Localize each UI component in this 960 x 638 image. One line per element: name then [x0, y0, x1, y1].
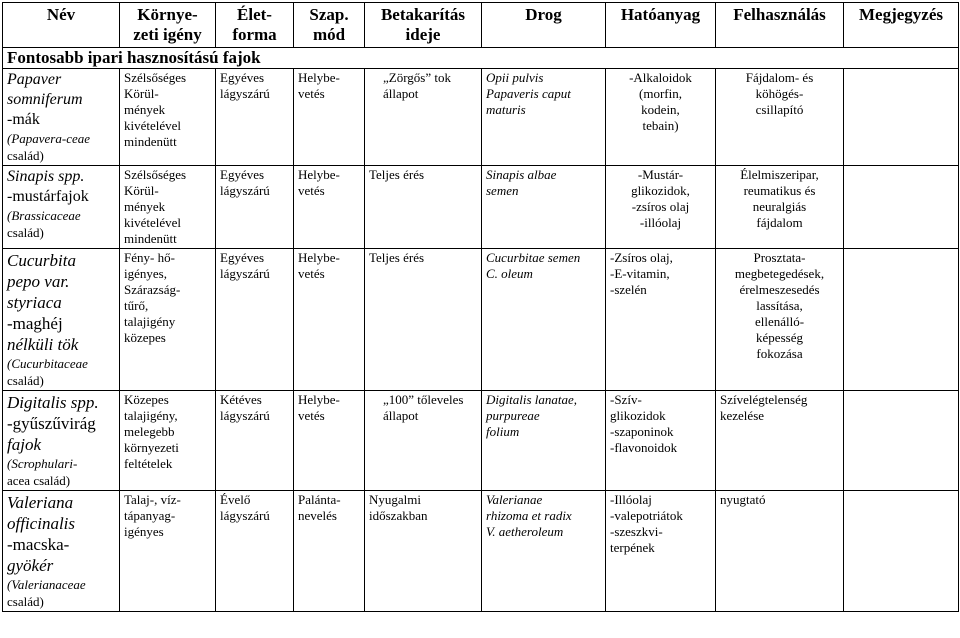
cell-harvest	[365, 491, 482, 612]
use-line: lassítása,	[756, 298, 803, 313]
header-prop: Szap. mód	[294, 3, 365, 48]
table-row	[3, 491, 959, 612]
use-line: Szívelégtelenség	[720, 392, 808, 407]
cell-note	[844, 166, 959, 249]
drug-line: semen	[486, 183, 519, 198]
prop-line: Helybe-	[298, 70, 340, 85]
cell-active	[606, 249, 716, 391]
use-line: reumatikus és	[743, 183, 816, 198]
cell-harvest	[365, 166, 482, 249]
env-line: kivételével	[124, 215, 182, 230]
header-harvest: Betakarítás ideje	[365, 3, 482, 48]
section-title: Fontosabb ipari hasznosítású fajok	[3, 48, 959, 69]
env-line: Körül-	[124, 86, 159, 101]
life-line: Egyéves	[220, 167, 265, 182]
harvest-line: „Zörgős” tok	[383, 70, 451, 85]
life-line: Kétéves	[220, 392, 262, 407]
header-active: Hatóanyag	[606, 3, 716, 48]
harvest-line: időszakban	[369, 508, 428, 523]
cell-drug	[482, 249, 606, 391]
active-line: glikozidok	[610, 408, 666, 423]
drug-line: Cucurbitae semen	[486, 250, 581, 265]
drug-line: folium	[486, 424, 520, 439]
active-line: -zsíros olaj	[631, 199, 690, 214]
species-name-line: Digitalis spp.	[7, 393, 99, 412]
table-row	[3, 166, 959, 249]
cell-harvest	[365, 69, 482, 166]
header-drug: Drog	[482, 3, 606, 48]
family-line: (Cucurbitaceae	[7, 356, 88, 371]
header-env: Környe- zeti igény	[120, 3, 216, 48]
cell-life	[216, 391, 294, 491]
cell-env	[120, 249, 216, 391]
drug-line: Sinapis albae	[486, 167, 557, 182]
cell-use	[716, 249, 844, 391]
life-line: lágyszárú	[220, 183, 270, 198]
cell-drug	[482, 166, 606, 249]
use-line: Élelmiszeripar,	[740, 167, 819, 182]
species-name-line: Valeriana	[7, 493, 74, 512]
harvest-line: Teljes érés	[369, 250, 425, 265]
species-name-line: nélküli tök	[7, 335, 79, 354]
family-line: család)	[7, 225, 44, 240]
env-line: talajigény	[124, 314, 176, 329]
harvest-line: Teljes érés	[369, 167, 425, 182]
env-line: mindenütt	[124, 134, 177, 149]
cell-prop	[294, 491, 365, 612]
cell-drug	[482, 69, 606, 166]
active-line: tebain)	[642, 118, 679, 133]
life-line: lágyszárú	[220, 508, 270, 523]
env-line: Szélsőséges	[124, 70, 187, 85]
active-line: -Zsíros olaj,	[610, 250, 673, 265]
active-line: -valepotriátok	[610, 508, 683, 523]
drug-line: Digitalis lanatae,	[486, 392, 577, 407]
env-line: igényes,	[124, 266, 167, 281]
use-line: nyugtató	[720, 492, 766, 507]
cell-harvest	[365, 249, 482, 391]
cell-env	[120, 491, 216, 612]
env-line: Szélsőséges	[124, 167, 187, 182]
header-life: Élet- forma	[216, 3, 294, 48]
env-line: feltételek	[124, 456, 173, 471]
species-name-line: pepo var.	[7, 272, 70, 291]
use-line: érelmeszesedés	[739, 282, 820, 297]
env-line: Fény- hő-	[124, 250, 175, 265]
life-line: Egyéves	[220, 70, 265, 85]
cell-life	[216, 166, 294, 249]
use-line: csillapító	[755, 102, 804, 117]
life-line: lágyszárú	[220, 86, 270, 101]
active-line: terpének	[610, 540, 655, 555]
prop-line: Helybe-	[298, 392, 340, 407]
use-line: neuralgiás	[752, 199, 807, 214]
active-line: -szeszkvi-	[610, 524, 663, 539]
cell-name	[3, 391, 120, 491]
active-line: -illóolaj	[639, 215, 682, 230]
cell-harvest	[365, 391, 482, 491]
active-line: kodein,	[641, 102, 680, 117]
cell-use	[716, 166, 844, 249]
cell-prop	[294, 69, 365, 166]
drug-line: rhizoma et radix	[486, 508, 572, 523]
use-line: képesség	[756, 330, 803, 345]
life-line: Évelő	[220, 492, 251, 507]
species-name-line: Papaver	[7, 71, 62, 88]
species-name-line: -macska-	[7, 535, 70, 554]
env-line: Körül-	[124, 183, 159, 198]
species-name-line: -mustárfajok	[7, 188, 89, 205]
prop-line: nevelés	[298, 508, 337, 523]
use-line: fokozása	[756, 346, 803, 361]
species-name-line: officinalis	[7, 514, 75, 533]
species-name-line: fajok	[7, 435, 41, 454]
life-line: lágyszárú	[220, 408, 270, 423]
env-line: környezeti	[124, 440, 179, 455]
prop-line: Helybe-	[298, 167, 340, 182]
cell-name	[3, 69, 120, 166]
active-line: -flavonoidok	[610, 440, 678, 455]
env-line: Közepes	[124, 392, 169, 407]
cell-env	[120, 69, 216, 166]
cell-drug	[482, 491, 606, 612]
env-line: igényes	[124, 524, 164, 539]
env-line: melegebb	[124, 424, 175, 439]
active-line: -Szív-	[610, 392, 642, 407]
use-line: fájdalom	[756, 215, 803, 230]
cell-prop	[294, 391, 365, 491]
cell-prop	[294, 166, 365, 249]
table-row	[3, 391, 959, 491]
active-line: -Illóolaj	[610, 492, 652, 507]
herb-table	[2, 2, 959, 612]
prop-line: vetés	[298, 266, 325, 281]
env-line: Talaj-, víz-	[124, 492, 181, 507]
env-line: mények	[124, 199, 166, 214]
active-line: -szaponinok	[610, 424, 674, 439]
prop-line: vetés	[298, 86, 325, 101]
species-name-line: Sinapis spp.	[7, 168, 85, 185]
prop-line: vetés	[298, 183, 325, 198]
cell-life	[216, 249, 294, 391]
env-line: talajigény,	[124, 408, 178, 423]
cell-env	[120, 391, 216, 491]
section-row	[3, 48, 959, 69]
drug-line: C. oleum	[486, 266, 533, 281]
cell-note	[844, 491, 959, 612]
env-line: mindenütt	[124, 231, 177, 246]
prop-line: Palánta-	[298, 492, 341, 507]
cell-life	[216, 491, 294, 612]
cell-note	[844, 69, 959, 166]
cell-active	[606, 491, 716, 612]
family-line: (Papavera-ceae	[7, 131, 91, 146]
family-line: család)	[7, 373, 44, 388]
cell-note	[844, 391, 959, 491]
env-line: kivételével	[124, 118, 182, 133]
env-line: mények	[124, 102, 166, 117]
env-line: tápanyag-	[124, 508, 176, 523]
use-line: megbetegedések,	[734, 266, 825, 281]
family-line: (Scrophulari-	[7, 456, 78, 471]
drug-line: purpureae	[486, 408, 540, 423]
cell-env	[120, 166, 216, 249]
drug-line: V. aetheroleum	[486, 524, 564, 539]
family-line: (Valerianaceae	[7, 577, 86, 592]
species-name-line: gyökér	[7, 556, 54, 575]
use-line: Fájdalom- és	[745, 70, 814, 85]
env-line: tűrő,	[124, 298, 149, 313]
use-line: ellenálló-	[754, 314, 805, 329]
cell-drug	[482, 391, 606, 491]
life-line: lágyszárú	[220, 266, 270, 281]
header-name: Név	[3, 3, 120, 48]
env-line: közepes	[124, 330, 166, 345]
active-line: -szelén	[610, 282, 647, 297]
family-line: család)	[7, 148, 44, 163]
cell-name	[3, 249, 120, 391]
cell-note	[844, 249, 959, 391]
active-line: -E-vitamin,	[610, 266, 670, 281]
species-name-line: somniferum	[7, 91, 83, 108]
active-line: glikozidok,	[631, 183, 690, 198]
use-line: kezelése	[720, 408, 765, 423]
species-name-line: styriaca	[7, 293, 62, 312]
table-row	[3, 249, 959, 391]
cell-use	[716, 69, 844, 166]
drug-line: Papaveris caput	[486, 86, 571, 101]
header-note: Megjegyzés	[844, 3, 959, 48]
header-row	[3, 3, 959, 48]
use-line: Prosztata-	[753, 250, 806, 265]
cell-name	[3, 166, 120, 249]
harvest-line: állapot	[383, 86, 419, 101]
drug-line: maturis	[486, 102, 526, 117]
family-line: (Brassicaceae	[7, 208, 81, 223]
env-line: Szárazság-	[124, 282, 181, 297]
header-use: Felhasználás	[716, 3, 844, 48]
prop-line: vetés	[298, 408, 325, 423]
cell-active	[606, 391, 716, 491]
drug-line: Opii pulvis	[486, 70, 544, 85]
drug-line: Valerianae	[486, 492, 543, 507]
family-line: acea család)	[7, 473, 71, 488]
species-name-line: -maghéj	[7, 314, 63, 333]
cell-use	[716, 491, 844, 612]
species-name-line: -gyűszűvirág	[7, 414, 96, 433]
prop-line: Helybe-	[298, 250, 340, 265]
harvest-line: Nyugalmi	[369, 492, 421, 507]
species-name-line: Cucurbita	[7, 251, 76, 270]
harvest-line: „100” tőleveles	[383, 392, 464, 407]
use-line: köhögés-	[755, 86, 804, 101]
species-name-line: -mák	[7, 111, 40, 128]
cell-use	[716, 391, 844, 491]
family-line: család)	[7, 594, 44, 609]
cell-active	[606, 166, 716, 249]
table-row	[3, 69, 959, 166]
harvest-line: állapot	[383, 408, 419, 423]
life-line: Egyéves	[220, 250, 265, 265]
cell-active	[606, 69, 716, 166]
cell-prop	[294, 249, 365, 391]
cell-life	[216, 69, 294, 166]
active-line: -Mustár-	[637, 167, 684, 182]
active-line: (morfin,	[639, 86, 682, 101]
active-line: -Alkaloidok	[629, 70, 692, 85]
cell-name	[3, 491, 120, 612]
